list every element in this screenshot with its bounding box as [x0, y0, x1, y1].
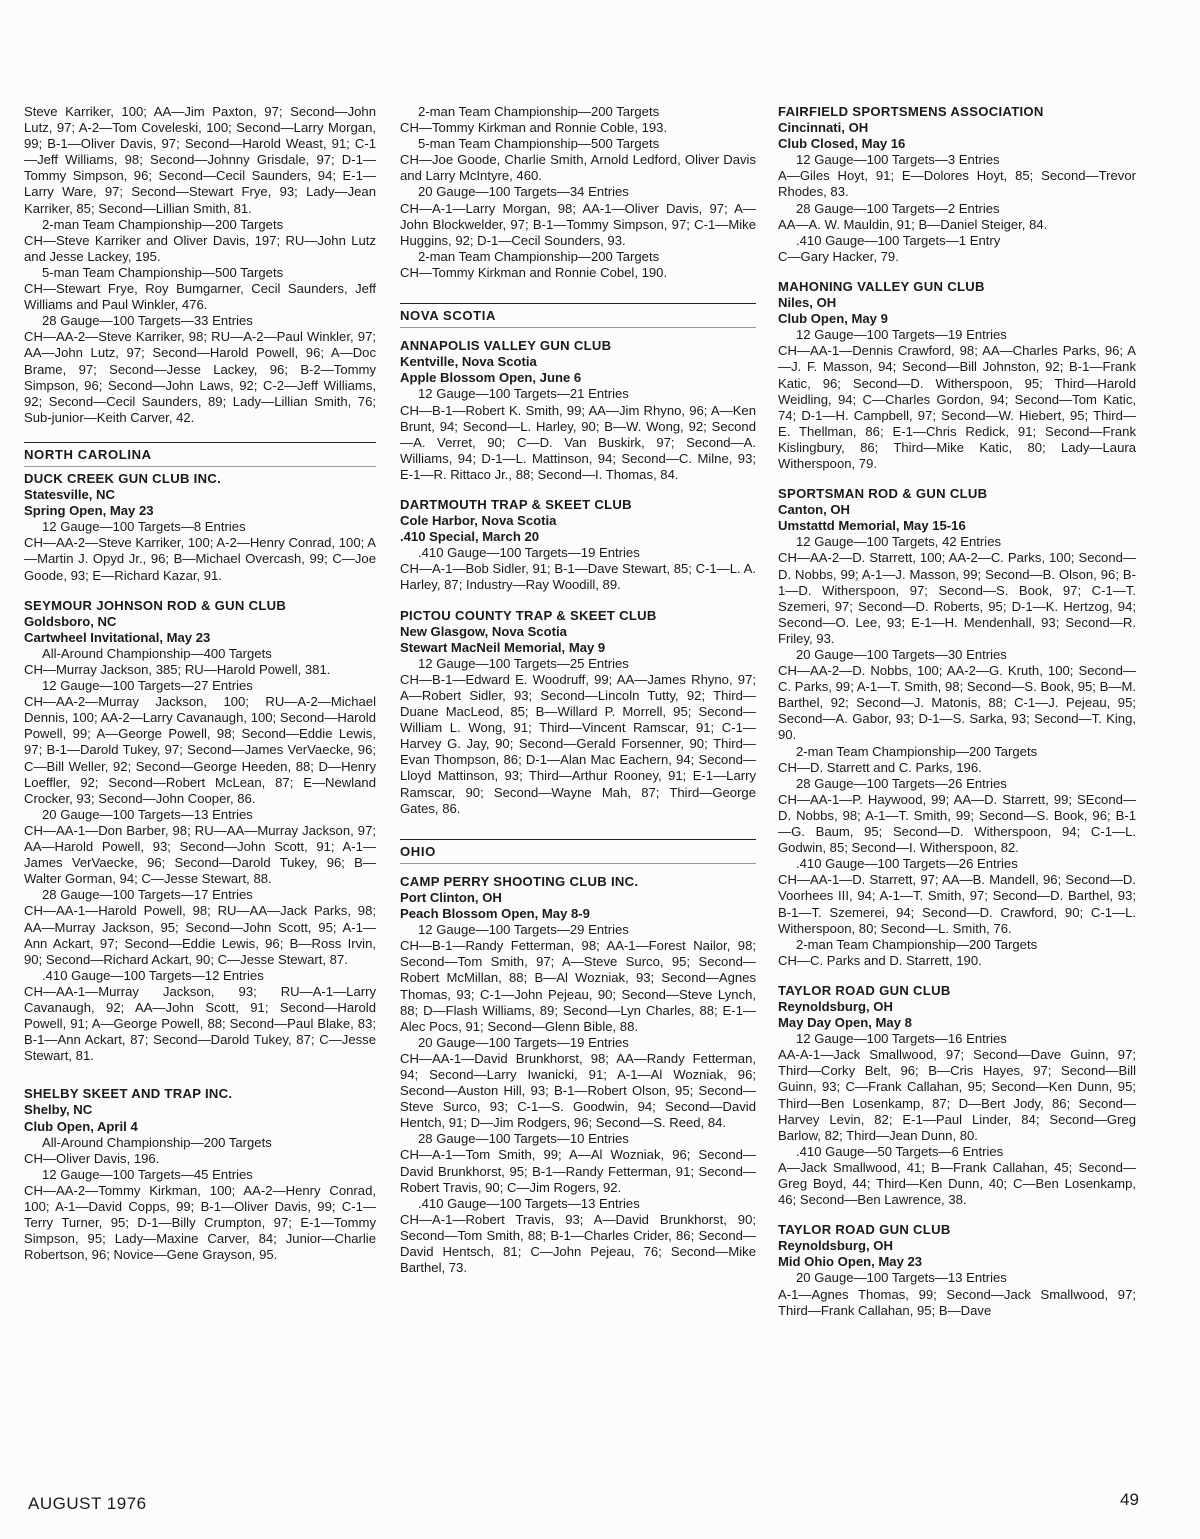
text-line: AA-A-1—Jack Smallwood, 97; Second—Dave Guinn, 97; Third—Corky Belt, 96; B—Cris Hayes, 97; Second—Bill Guinn, 93; C—Frank Callahan, 95; Second—Ken Dunn, 95; Third—Ben Losenkamp, 87; D—Bert Jody, 86; Second—Harvey Levin, 82; E-1—Paul Linder, 84; Second—Greg Barlow, 82; Third—Jean Dunn, 80.: [778, 1047, 1136, 1143]
event-heading-line: 20 Gauge—100 Targets—19 Entries: [418, 1034, 629, 1050]
event-heading-line: 12 Gauge—100 Targets—3 Entries: [796, 152, 1000, 168]
text-line: CH—AA-2—Murray Jackson, 100; RU—A-2—Michael Dennis, 100; AA-2—Larry Cavanaugh, 100; Second—Harold Powell, 99; A—George Powell, 98; Second—Eddie Lewis, 97; B-1—Darold Tukey, 97; Second—James VerVaecke, 96; C—Bill Weller, 92; Second—George Heeden, 88; D—Henry Loeffler, 92; Second—Robert McLean, 87; E—Newland Crocker, 93; Second—John Cooper, 86.: [24, 694, 376, 806]
club-block: [778, 486, 1136, 969]
club-name: TAYLOR ROAD GUN CLUB: [778, 982, 951, 998]
text-line: CH—AA-1—David Brunkhorst, 98; AA—Randy Fetterman, 94; Second—Larry Iwanicki, 91; A-1—Al Wozniak, 96; Second—Auston Hill, 93; B-1—Robert Olson, 95; Second—Steve Surco, 93; C-1—S. Goodwin, 94; Second—David Hentch, 91; D—Jim Rodgers, 96; Second—S. Reed, 84.: [400, 1050, 756, 1131]
event-heading-line: 2-man Team Championship—200 Targets: [796, 936, 1038, 952]
club-block: [24, 471, 376, 584]
club-location: Kentville, Nova Scotia: [400, 354, 537, 370]
event-heading-line: 12 Gauge—100 Targets, 42 Entries: [796, 534, 1002, 550]
text-line: CH—D. Starrett and C. Parks, 196.: [778, 759, 982, 775]
club-name: ANNAPOLIS VALLEY GUN CLUB: [400, 338, 612, 354]
text-line: A—Jack Smallwood, 41; B—Frank Callahan, 45; Second—Greg Boyd, 44; Third—Ken Dunn, 40; C—Ben Losenkamp, 46; Second—Ben Lawrence, 38.: [778, 1159, 1136, 1208]
club-event: Mid Ohio Open, May 23: [778, 1254, 923, 1270]
text-line: CH—Tommy Kirkman and Ronnie Cobel, 190.: [400, 264, 668, 280]
club-block: [24, 1086, 376, 1263]
text-line: AA—A. W. Mauldin, 91; B—Daniel Steiger, 84.: [778, 216, 1048, 232]
event-heading-line: 12 Gauge—100 Targets—19 Entries: [796, 327, 1007, 343]
event-heading-line: .410 Gauge—50 Targets—6 Entries: [796, 1143, 1004, 1159]
text-line: A-1—Agnes Thomas, 99; Second—Jack Smallwood, 97; Third—Frank Callahan, 95; B—Dave: [778, 1286, 1136, 1318]
event-heading-line: 28 Gauge—100 Targets—2 Entries: [796, 200, 1000, 216]
text-line: CH—Oliver Davis, 196.: [24, 1150, 160, 1166]
club-name: SHELBY SKEET AND TRAP INC.: [24, 1086, 233, 1102]
event-heading-line: 28 Gauge—100 Targets—26 Entries: [796, 775, 1007, 791]
event-heading-line: 2-man Team Championship—200 Targets: [796, 743, 1038, 759]
club-event: Umstattd Memorial, May 15-16: [778, 518, 966, 534]
text-line: CH—AA-1—D. Starrett, 97; AA—B. Mandell, 96; Second—D. Voorhees III, 94; A-1—T. Smith, 97; Second—D. Barthel, 93; B-1—T. Szemerei, 94; Second—D. Crawford, 90; C-1—L. Witherspoon, 80; Second—L. Smith, 76.: [778, 872, 1136, 936]
club-event: Spring Open, May 23: [24, 503, 154, 519]
text-line: C—Gary Hacker, 79.: [778, 248, 899, 264]
club-name: DUCK CREEK GUN CLUB INC.: [24, 470, 222, 486]
event-heading-line: 12 Gauge—100 Targets—16 Entries: [796, 1031, 1007, 1047]
club-event: Apple Blossom Open, June 6: [400, 370, 582, 386]
club-location: Cincinnati, OH: [778, 120, 869, 136]
event-heading-line: .410 Gauge—100 Targets—13 Entries: [418, 1195, 640, 1211]
state-heading: NORTH CAROLINA: [24, 442, 376, 467]
club-block: [778, 104, 1136, 265]
event-heading-line: 20 Gauge—100 Targets—34 Entries: [418, 184, 629, 200]
event-heading-line: .410 Gauge—100 Targets—12 Entries: [42, 967, 264, 983]
event-heading-line: 2-man Team Championship—200 Targets: [418, 104, 660, 119]
club-name: TAYLOR ROAD GUN CLUB: [778, 1222, 951, 1238]
club-name: FAIRFIELD SPORTSMENS ASSOCIATION: [778, 104, 1044, 119]
event-heading-line: 28 Gauge—100 Targets—33 Entries: [42, 313, 253, 329]
state-heading: OHIO: [400, 839, 756, 864]
club-location: Reynoldsburg, OH: [778, 998, 893, 1014]
text-line: Steve Karriker, 100; AA—Jim Paxton, 97; Second—John Lutz, 97; A-2—Tom Coveleski, 100; Second—Larry Morgan, 99; B-1—Oliver Davis, 97; Second—Harold Weast, 91; C-1—Jeff Williams, 98; Second—Johnny Grisdale, 97; D-1—Tommy Simpson, 96; Second—Cecil Saunders, 94; E-1—Larry Ware, 97; Second—Stewart Frye, 93; Lady—Jean Karriker, 85; Second—Lillian Smith, 81.: [24, 104, 376, 216]
club-block: [24, 598, 376, 1065]
text-line: CH—AA-1—P. Haywood, 99; AA—D. Starrett, 99; SEcond—D. Nobbs, 98; A-1—T. Smith, 99; Second—S. Book, 96; B-1—G. Baum, 95; Second—D. Witherspoon, 94; C-1—L. Godwin, 85; Second—I. Witherspoon, 82.: [778, 791, 1136, 856]
club-event: Club Open, May 9: [778, 311, 888, 327]
text-line: CH—AA-2—Steve Karriker, 98; RU—A-2—Paul Winkler, 97; AA—John Lutz, 97; Second—Harold Powell, 96; A—Doc Brame, 97; Second—Jesse Lackey, 96; B-2—Tommy Simpson, 96; Second—John Laws, 92; C-2—Jeff Williams, 92; Second—Cecil Saunders, 89; Lady—Lillian Smith, 76; Sub-junior—Keith Carver, 42.: [24, 329, 376, 425]
text-line: CH—B-1—Robert K. Smith, 99; AA—Jim Rhyno, 96; A—Ken Brunt, 94; Second—L. Harley, 90; B—W. Wong, 92; Second—A. Verret, 90; C—D. Van Buskirk, 97; Second—A. Williams, 94; D-1—L. Mattinson, 94; Second—C. Milne, 93; E-1—R. Rittaco Jr., 88; Second—I. Thomas, 84.: [400, 402, 756, 482]
event-heading-line: .410 Gauge—100 Targets—1 Entry: [796, 232, 1001, 248]
club-name: SEYMOUR JOHNSON ROD & GUN CLUB: [24, 597, 287, 613]
event-heading-line: 20 Gauge—100 Targets—13 Entries: [42, 806, 253, 822]
text-line: CH—A-1—Bob Sidler, 91; B-1—Dave Stewart, 85; C-1—L. A. Harley, 87; Industry—Ray Woodill, 89.: [400, 561, 756, 593]
text-line: CH—AA-1—Dennis Crawford, 98; AA—Charles Parks, 96; A—J. F. Masson, 94; Second—Bill Johnston, 92; B-1—Frank Katic, 96; Second—D. Witherspoon, 95; Third—Harold Weidling, 94; C—Charles Gordon, 94; Second—Tom Katic, 74; D-1—H. Campbell, 97; Second—W. Hiebert, 95; Third—E. Thellman, 86; E-1—Chris Redick, 91; Second—Frank Kislingbury, 86; Third—Mike Katic, 80; Lady—Laura Witherspoon, 79.: [778, 343, 1136, 471]
text-line: CH—Stewart Frye, Roy Bumgarner, Cecil Saunders, Jeff Williams and Paul Winkler, 476.: [24, 281, 376, 313]
club-event: Club Closed, May 16: [778, 136, 906, 152]
event-heading-line: All-Around Championship—400 Targets: [42, 645, 272, 661]
club-name: SPORTSMAN ROD & GUN CLUB: [778, 486, 988, 502]
event-heading-line: 12 Gauge—100 Targets—21 Entries: [418, 386, 629, 402]
text-line: CH—B-1—Edward E. Woodruff, 99; AA—James Rhyno, 97; A—Robert Sidler, 93; Second—Lincoln Tutty, 92; Third—Duane MacLeod, 85; B—Willard P. Morrell, 95; Second—William L. Wong, 91; Third—Vincent Ramscar, 91; C-1—Harvey G. Jay, 90; Second—Gerald Forsenner, 90; Third—Evan Thompson, 86; D-1—Alan Mac Eachern, 94; Second—Lloyd Mattinson, 93; Third—Arthur Rooney, 91; E-1—Larry Ramscar, 90; Second—Wayne Mah, 87; Third—George Gates, 86.: [400, 671, 756, 816]
event-heading-line: 12 Gauge—100 Targets—25 Entries: [418, 655, 629, 671]
text-line: CH—A-1—Robert Travis, 93; A—David Brunkhorst, 90; Second—Tom Smith, 88; B-1—Charles Crider, 86; Second—David Hentsch, 81; C—John Pejeau, 76; Second—Mike Barthel, 73.: [400, 1211, 756, 1276]
club-block: [400, 608, 756, 817]
club-event: .410 Special, March 20: [400, 529, 540, 545]
text-line: CH—AA-2—D. Starrett, 100; AA-2—C. Parks, 100; Second—D. Nobbs, 99; A-1—J. Masson, 99; Second—B. Olson, 96; B-1—D. Witherspoon, 97; Second—S. Book, 97; C-1—T. Szemeri, 97; Second—D. Roberts, 95; D-1—K. Hertzog, 94; Second—O. Lee, 93; E-1—H. Mendenhall, 93; Second—R. Friley, 93.: [778, 550, 1136, 646]
club-name: PICTOU COUNTY TRAP & SKEET CLUB: [400, 607, 657, 623]
event-heading-line: 12 Gauge—100 Targets—45 Entries: [42, 1166, 253, 1182]
event-heading-line: 2-man Team Championship—200 Targets: [418, 248, 660, 264]
text-line: CH—AA-1—Don Barber, 98; RU—AA—Murray Jackson, 97; AA—Harold Powell, 93; Second—John Scott, 91; A-1—James VerVaecke, 96; Second—Darold Tukey, 96; B—Walter Gorman, 94; C—Jesse Stewart, 88.: [24, 822, 376, 887]
club-location: Statesville, NC: [24, 487, 115, 503]
text-line: CH—B-1—Randy Fetterman, 98; AA-1—Forest Nailor, 98; Second—Tom Smith, 97; A—Steve Surco, 95; Second—Robert McMillan, 88; B—Al Wozniak, 93; Second—Agnes Thomas, 93; C-1—John Pejeau, 90; Second—Steve Lynch, 88; D—Flash Williams, 89; Second—Lyn Charles, 88; E-1—Alec Pocs, 91; Second—Glenn Bible, 88.: [400, 938, 756, 1034]
club-block: [778, 1222, 1136, 1319]
event-heading-line: 28 Gauge—100 Targets—17 Entries: [42, 887, 253, 903]
event-heading-line: All-Around Championship—200 Targets: [42, 1134, 272, 1150]
event-heading-line: 12 Gauge—100 Targets—27 Entries: [42, 678, 253, 694]
club-event: Stewart MacNeil Memorial, May 9: [400, 639, 606, 655]
text-line: CH—Murray Jackson, 385; RU—Harold Powell, 381.: [24, 662, 331, 677]
text-line: CH—Joe Goode, Charlie Smith, Arnold Ledford, Oliver Davis and Larry McIntyre, 460.: [400, 152, 756, 184]
text-line: CH—AA-2—D. Nobbs, 100; AA-2—G. Kruth, 100; Second—C. Parks, 99; A-1—T. Smith, 98; Second—S. Book, 95; B—M. Barthel, 92; Second—J. Matonis, 88; C-1—J. Pejeau, 95; Second—A. Gabor, 93; D-1—S. Sarka, 93; Second—T. King, 90.: [778, 663, 1136, 743]
club-name: CAMP PERRY SHOOTING CLUB INC.: [400, 873, 639, 889]
club-name: MAHONING VALLEY GUN CLUB: [778, 278, 985, 294]
state-heading: NOVA SCOTIA: [400, 303, 756, 328]
text-line: CH—AA-2—Tommy Kirkman, 100; AA-2—Henry Conrad, 100; A-1—David Copps, 99; B-1—Oliver Davis, 99; C-1—Terry Turner, 95; D-1—Billy Crumpton, 97; E-1—Tommy Simpson, 95; Lady—Maxine Carver, 84; Junior—Charlie Robertson, 96; Novice—Gene Grayson, 95.: [24, 1182, 376, 1263]
text-line: CH—A-1—Larry Morgan, 98; AA-1—Oliver Davis, 97; A—John Blockwelder, 97; B-1—Tommy Simpson, 97; C-1—Mike Huggins, 92; D-1—Cecil Sounders, 93.: [400, 200, 756, 248]
event-heading-line: 20 Gauge—100 Targets—30 Entries: [796, 647, 1007, 662]
text-line: CH—A-1—Tom Smith, 99; A—Al Wozniak, 96; Second—David Brunkhorst, 95; B-1—Randy Fetterman, 91; Second—Robert Travis, 90; C—Jim Rogers, 92.: [400, 1147, 756, 1195]
club-location: Niles, OH: [778, 295, 837, 311]
event-heading-line: .410 Gauge—100 Targets—26 Entries: [796, 856, 1018, 872]
club-location: New Glasgow, Nova Scotia: [400, 623, 567, 639]
text-line: CH—AA-2—Steve Karriker, 100; A-2—Henry Conrad, 100; A—Martin J. Opyd Jr., 96; B—Michael Overcash, 99; C—Joe Goode, 93; E—Richard Kazar, 91.: [24, 535, 376, 583]
column-2: [400, 104, 756, 1276]
club-event: Cartwheel Invitational, May 23: [24, 629, 211, 645]
club-location: Shelby, NC: [24, 1102, 93, 1118]
event-heading-line: .410 Gauge—100 Targets—19 Entries: [418, 545, 640, 561]
club-location: Reynoldsburg, OH: [778, 1238, 893, 1254]
text-line: CH—C. Parks and D. Starrett, 190.: [778, 952, 982, 968]
club-block: [400, 874, 756, 1276]
club-event: May Day Open, May 8: [778, 1015, 912, 1031]
event-heading-line: 5-man Team Championship—500 Targets: [42, 264, 284, 280]
event-heading-line: 20 Gauge—100 Targets—13 Entries: [796, 1270, 1007, 1286]
club-location: Cole Harbor, Nova Scotia: [400, 513, 557, 529]
page-number: 49: [1120, 1490, 1139, 1509]
event-heading-line: 12 Gauge—100 Targets—8 Entries: [42, 519, 246, 535]
text-line: CH—Tommy Kirkman and Ronnie Coble, 193.: [400, 120, 668, 136]
club-event: Peach Blossom Open, May 8-9: [400, 906, 590, 922]
club-name: DARTMOUTH TRAP & SKEET CLUB: [400, 496, 632, 512]
column-3: [778, 104, 1136, 1319]
club-event: Club Open, April 4: [24, 1118, 138, 1134]
text-line: A—Giles Hoyt, 91; E—Dolores Hoyt, 85; Second—Trevor Rhodes, 83.: [778, 168, 1136, 200]
column-1: [24, 104, 376, 1263]
club-location: Goldsboro, NC: [24, 613, 117, 629]
text-line: CH—AA-1—Harold Powell, 98; RU—AA—Jack Parks, 98; AA—Murray Jackson, 95; Second—John Scott, 95; A-1—Ann Ackart, 97; Second—Eddie Lewis, 96; B—Ross Irvin, 90; Second—Richard Ackart, 90; C—Jesse Stewart, 87.: [24, 903, 376, 967]
text-line: CH—AA-1—Murray Jackson, 93; RU—A-1—Larry Cavanaugh, 92; AA—John Scott, 91; Second—Harold Powell, 91; A—George Powell, 88; Second—Paul Blake, 83; B-1—Ann Ackart, 87; Second—Darold Tukey, 87; C—Jesse Stewart, 81.: [24, 983, 376, 1064]
event-heading-line: 12 Gauge—100 Targets—29 Entries: [418, 922, 629, 938]
club-location: Port Clinton, OH: [400, 889, 502, 905]
issue-date: AUGUST 1976: [28, 1494, 147, 1513]
event-heading-line: 5-man Team Championship—500 Targets: [418, 136, 660, 152]
club-block: [778, 983, 1136, 1208]
club-block: [778, 279, 1136, 472]
club-block: [400, 497, 756, 594]
event-heading-line: 2-man Team Championship—200 Targets: [42, 216, 284, 232]
text-line: CH—Steve Karriker and Oliver Davis, 197; RU—John Lutz and Jesse Lackey, 195.: [24, 232, 376, 264]
event-heading-line: 28 Gauge—100 Targets—10 Entries: [418, 1131, 629, 1147]
club-location: Canton, OH: [778, 502, 851, 518]
club-block: [400, 338, 756, 483]
